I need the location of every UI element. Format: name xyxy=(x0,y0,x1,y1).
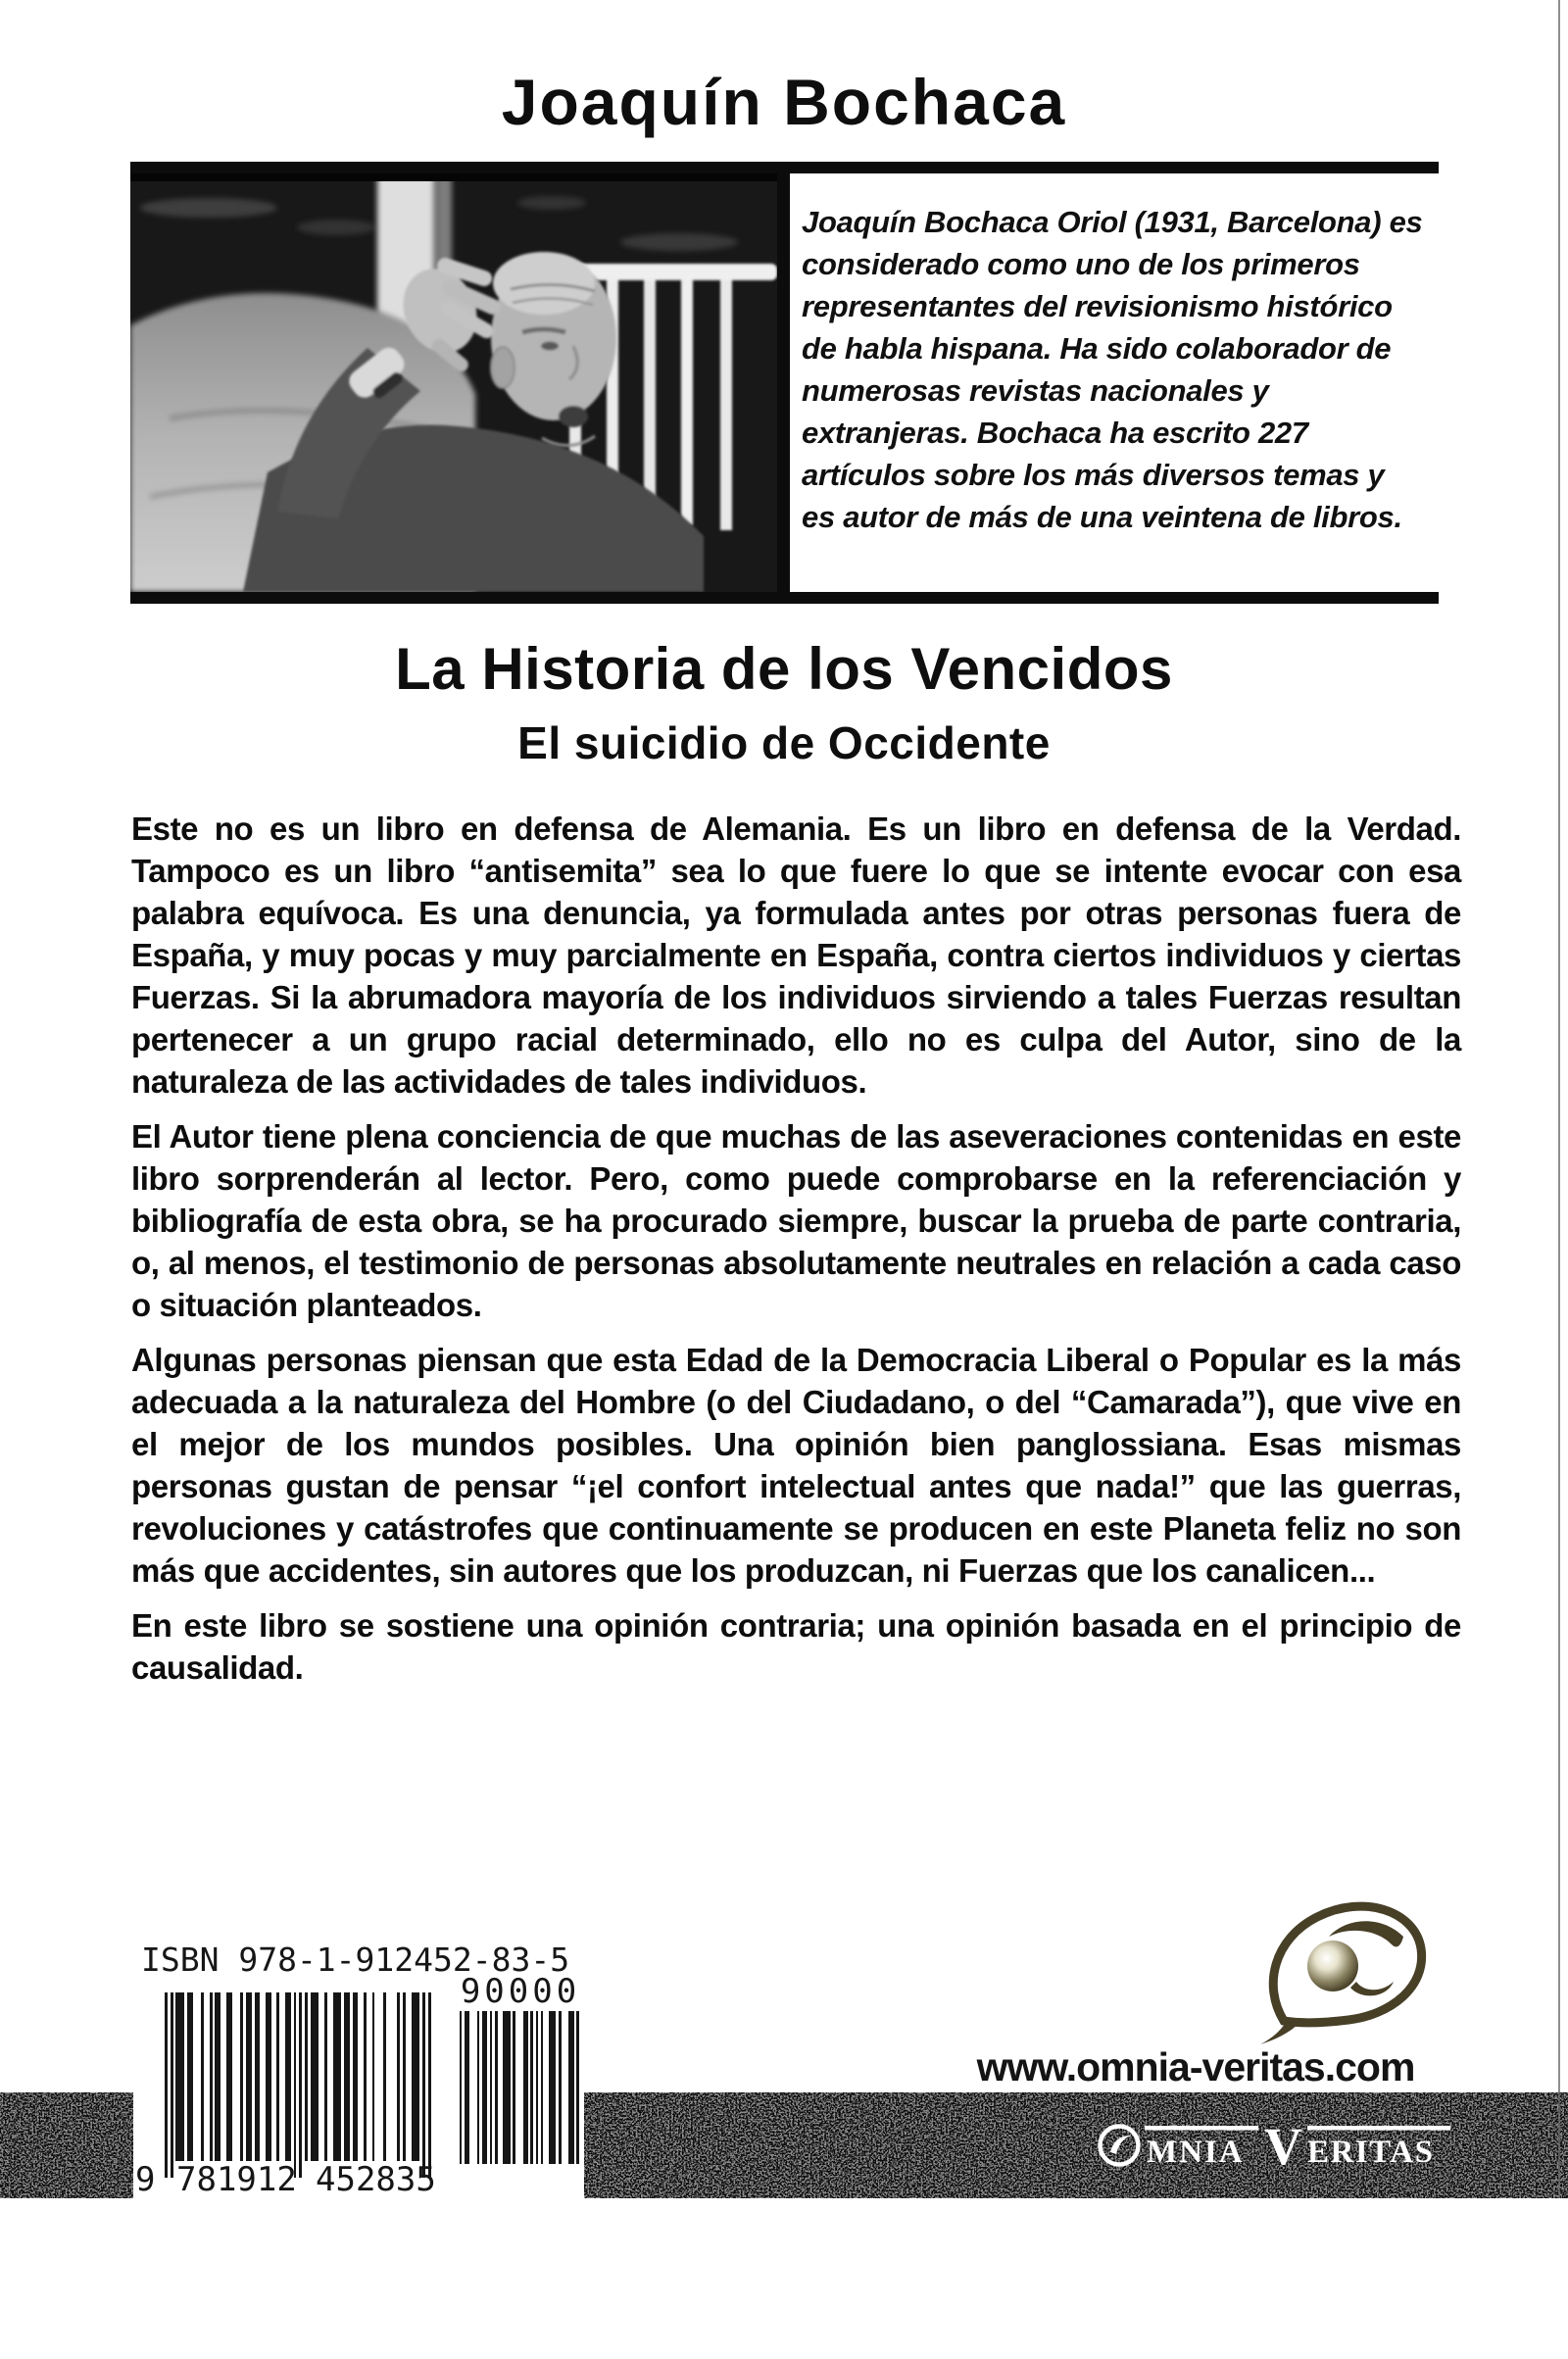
publisher-website: www.omnia-veritas.com xyxy=(976,2044,1415,2089)
author-bio-lead: Joaquín Bochaca Oriol xyxy=(802,205,1127,239)
isbn-label: ISBN 978-1-912452-83-5 xyxy=(141,1941,570,1979)
barcode-digit-group1: 781912 xyxy=(176,2160,297,2199)
book-title: La Historia de los Vencidos xyxy=(395,636,1173,702)
wordmark-mnia: MNIA xyxy=(1147,2135,1245,2170)
barcode-digit-group2: 452835 xyxy=(316,2160,436,2199)
synopsis-paragraph: Este no es un libro en defensa de Alemania. Es un libro en defensa de la Verdad. Tampoco es un libro “antisemita” sea lo que fuere lo que se intente evocar con esa palabra equívoca. Es una denuncia, ya formulada antes por otras personas fuera de España, y muy pocas y muy parcialmente en España, contra ciertos individuos y ciertas Fuerzas. Si la abrumadora mayoría de los individuos sirviendo a tales Fuerzas resultan pertenecer a un grupo racial determinado, ello no es culpa del Autor, sino de la naturaleza de las actividades de tales individuos. xyxy=(131,811,1461,1100)
author-bio-box xyxy=(790,173,1439,592)
supplement-barcode xyxy=(457,2011,580,2164)
wordmark-eritas: ERITAS xyxy=(1307,2135,1435,2170)
synopsis-paragraph: Algunas personas piensan que esta Edad de la Democracia Liberal o Popular es la más adecuada a la naturaleza del Hombre (o del Ciudadano, o del “Camarada”), que vive en el mejor de los mundos posibles. Una opinión bien panglossiana. Esas mismas personas gustan de pensar “¡el confort intelectual antes que nada!” que las guerras, revoluciones y catástrofes que continuamente se producen en este Planeta feliz no son más que accidentes, sin autores que los produzcan, ni Fuerzas que los canalicen... xyxy=(131,1342,1461,1589)
ean13-barcode xyxy=(165,1992,431,2181)
author-bio-rest: (1931, Barcelona) es considerado como uno de los primeros representantes del revisionismo histórico de habla hispana. Ha sido colaborador de numerosas revistas nacionales y extranjeras. Bochaca ha escrito 227 artículos sobre los más diversos temas y es autor de más de una veintena de libros. xyxy=(802,205,1423,534)
author-photo-illustration xyxy=(130,173,777,592)
barcode-digit-first: 9 xyxy=(135,2160,156,2199)
supplement-code: 90000 xyxy=(460,1972,581,2011)
scan-edge-line xyxy=(1558,0,1560,2198)
publisher-logo xyxy=(1254,1895,1443,2044)
author-photo xyxy=(130,173,777,592)
author-name-heading: Joaquín Bochaca xyxy=(501,66,1067,138)
synopsis-paragraph: El Autor tiene plena conciencia de que muchas de las aseveraciones contenidas en este libro sorprenderán al lector. Pero, como puede comprobarse en la referenciación y bibliografía de esta obra, se ha procurado siempre, buscar la prueba de parte contraria, o, al menos, el testimonio de personas absolutamente neutrales en relación a cada caso o situación planteados. xyxy=(131,1118,1461,1323)
wordmark-o-icon xyxy=(1101,2127,1139,2165)
barcode-digits xyxy=(133,2160,584,2199)
synopsis xyxy=(131,808,1461,1689)
publisher-wordmark xyxy=(1096,2115,1456,2170)
author-panel xyxy=(130,162,1439,604)
wordmark-v: V xyxy=(1264,2117,1302,2170)
book-subtitle: El suicidio de Occidente xyxy=(517,717,1051,768)
author-bio-text xyxy=(802,201,1425,538)
eye-swirl-logo-icon xyxy=(1254,1895,1443,2044)
synopsis-paragraph: En este libro se sostiene una opinión contraria; una opinión basada en el principio de causalidad. xyxy=(131,1607,1461,1686)
isbn-block xyxy=(133,1925,584,2203)
